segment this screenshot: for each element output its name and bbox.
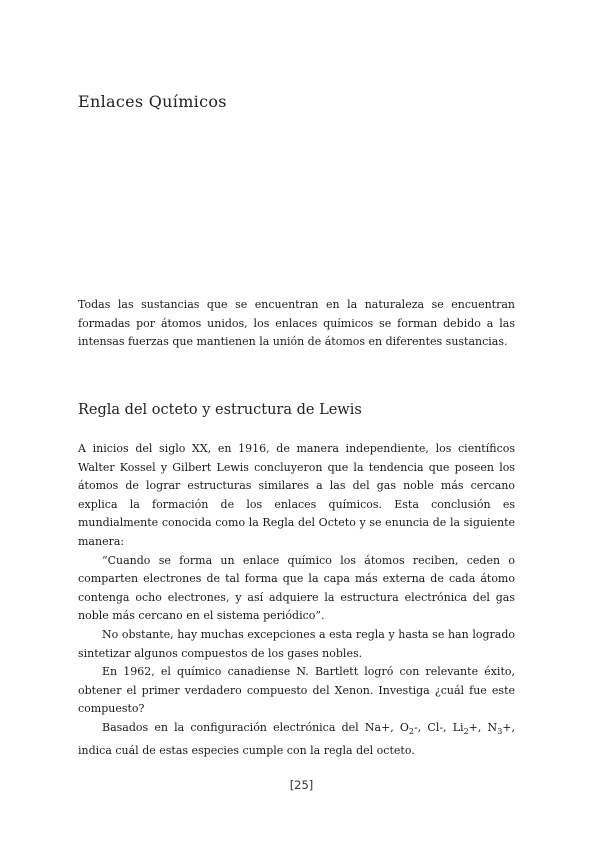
paragraph-exceptions: No obstante, hay muchas excepciones a esta regla y hasta se han logrado sintetizar algunos compuestos de los gases nobles. [78,627,515,660]
paragraph-bartlett: En 1962, el químico canadiense N. Bartlett logró con relevante éxito, obtener el primer verdadero compuesto del Xenon. Investiga ¿cuál fue este compuesto? [78,665,515,716]
exercise-text-mid: , Cl-, Li [417,720,464,734]
n3-subscript: 3 [497,727,503,737]
o2-charge: - [414,720,418,734]
exercise-text-lead: Basados en la configuración electrónica del Na+, O [102,720,409,734]
exercise-text-n: , N [477,720,498,734]
exercise-text-tail: , indica cuál de estas especies cumple con la regla del octeto. [78,720,515,757]
octet-rule-quote: “Cuando se forma un enlace químico los átomos reciben, ceden o comparten electrones de tal forma que la capa más externa de cada átomo contenga ocho electrones, y así adquiere la estructura electrónica del gas noble más cercano en el sistema periódico”. [78,553,515,623]
section-body [78,440,515,760]
o2-subscript: 2 [408,727,415,737]
li2-subscript: 2 [463,727,469,737]
paragraph-exercise [78,719,515,760]
chapter-title: Enlaces Químicos [78,92,227,111]
intro-paragraph: Todas las sustancias que se encuentran en la naturaleza se encuentran formadas por átomos unidos, los enlaces químicos se forman debido a las intensas fuerzas que mantienen la unión de átomos en diferentes sustancias. [78,298,515,349]
n3-charge: + [502,720,512,734]
page-number: [25] [289,778,314,792]
li2-charge: + [468,720,478,734]
section-title: Regla del octeto y estructura de Lewis [78,402,362,418]
paragraph-octet-history: A inicios del siglo XX, en 1916, de manera independiente, los científicos Walter Kossel y Gilbert Lewis concluyeron que la tendencia que poseen los átomos de lograr estructuras similares a las del gas noble más cercano explica la formación de los enlaces químicos. Esta conclusión es mundialmente conocida como la Regla del Octeto y se enuncia de la siguiente manera: [78,442,515,548]
